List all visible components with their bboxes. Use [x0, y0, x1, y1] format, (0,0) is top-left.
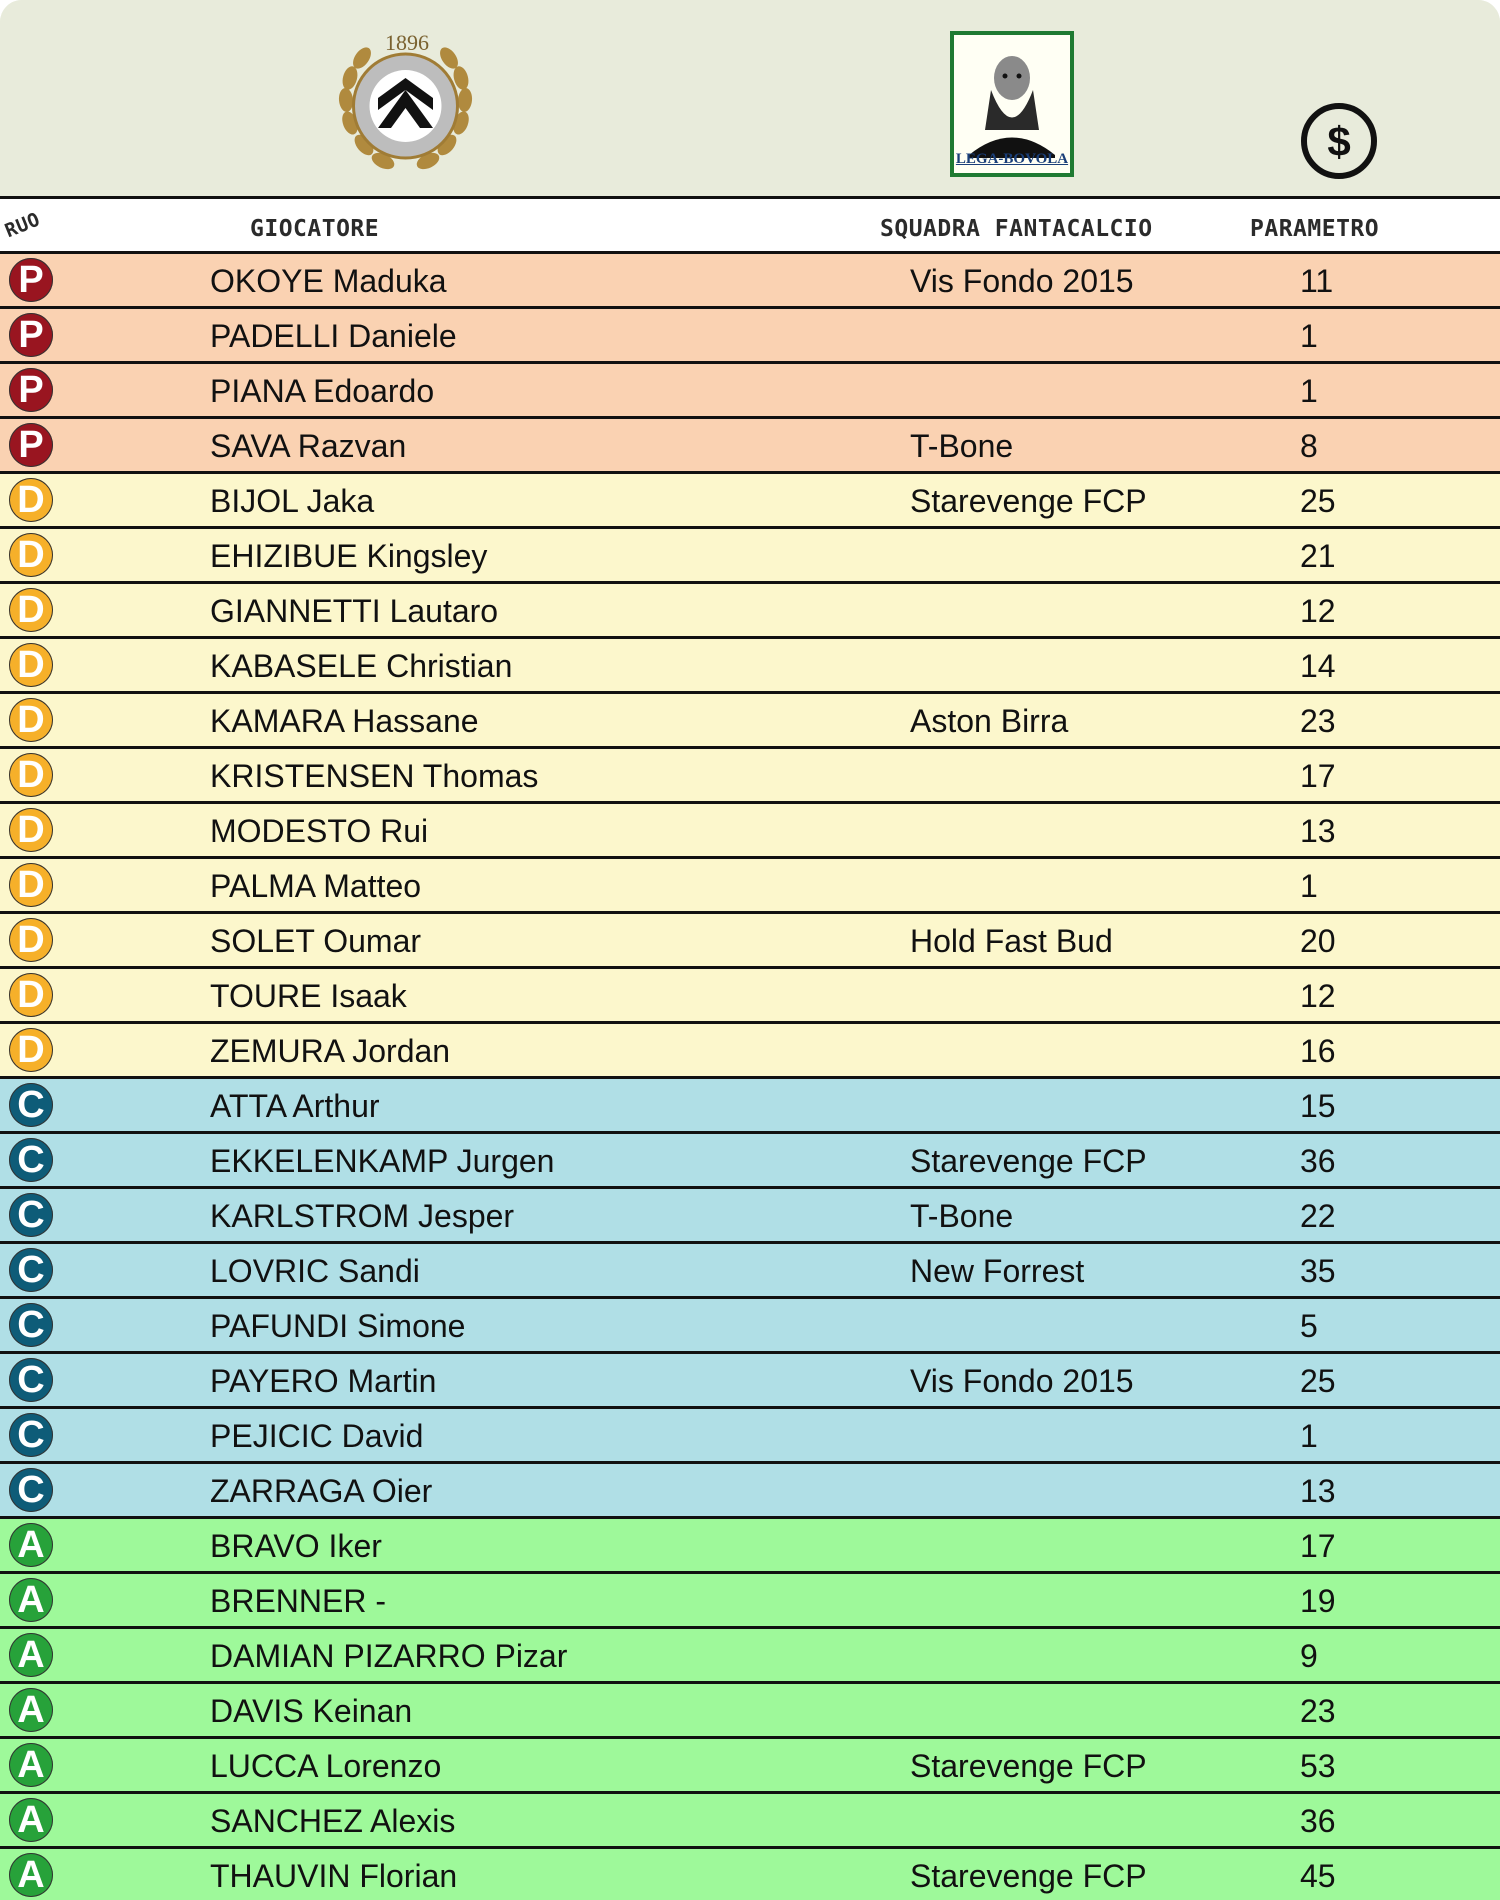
player-name: PEJICIC David	[210, 1418, 424, 1454]
parametro-value: 5	[1300, 1308, 1318, 1344]
parametro-value: 13	[1300, 1473, 1336, 1509]
player-name: MODESTO Rui	[210, 813, 429, 849]
role-badge: C	[9, 1468, 53, 1512]
table-row	[0, 529, 1500, 584]
role-badge: D	[9, 478, 53, 522]
player-name: KRISTENSEN Thomas	[210, 758, 539, 794]
player-name: PIANA Edoardo	[210, 373, 435, 409]
table-row	[0, 1409, 1500, 1464]
parametro-value: 1	[1300, 373, 1318, 409]
parametro-value: 22	[1300, 1198, 1336, 1234]
parametro-value: 12	[1300, 978, 1336, 1014]
role-badge: A	[9, 1798, 53, 1842]
dollar-circle-icon	[1299, 101, 1379, 181]
header	[0, 0, 1500, 199]
player-name: PADELLI Daniele	[210, 318, 457, 354]
fanta-team: Vis Fondo 2015	[910, 263, 1134, 299]
col-parametro: PARAMETRO	[1250, 216, 1380, 242]
parametro-value: 19	[1300, 1583, 1336, 1619]
player-name: DAMIAN PIZARRO Pizar	[210, 1638, 568, 1674]
role-badge: C	[9, 1413, 53, 1457]
col-giocatore: GIOCATORE	[250, 216, 380, 242]
fanta-team: Starevenge FCP	[910, 483, 1147, 519]
parametro-value: 25	[1300, 1363, 1336, 1399]
role-badge: D	[9, 863, 53, 907]
lega-logo-text: LEGA-BOVOLA	[955, 151, 1069, 167]
table-row	[0, 474, 1500, 529]
parametro-value: 1	[1300, 868, 1318, 904]
role-badge: C	[9, 1193, 53, 1237]
table-row	[0, 749, 1500, 804]
svg-text:$: $	[1327, 118, 1351, 165]
table-row	[0, 1629, 1500, 1684]
table-row	[0, 1464, 1500, 1519]
fanta-team: T-Bone	[910, 428, 1014, 464]
parametro-value: 23	[1300, 703, 1336, 739]
fanta-team: Hold Fast Bud	[910, 923, 1113, 959]
player-name: KABASELE Christian	[210, 648, 513, 684]
player-name: EKKELENKAMP Jurgen	[210, 1143, 555, 1179]
fanta-team: Vis Fondo 2015	[910, 1363, 1134, 1399]
table-row	[0, 859, 1500, 914]
role-badge: C	[9, 1138, 53, 1182]
role-badge: C	[9, 1303, 53, 1347]
player-name: DAVIS Keinan	[210, 1693, 413, 1729]
role-badge: A	[9, 1523, 53, 1567]
table-row	[0, 1079, 1500, 1134]
role-badge: P	[9, 368, 53, 412]
player-name: TOURE Isaak	[210, 978, 407, 1014]
column-header-row	[0, 199, 1500, 254]
player-name: OKOYE Maduka	[210, 263, 447, 299]
table-row	[0, 1739, 1500, 1794]
player-name: THAUVIN Florian	[210, 1858, 458, 1894]
role-badge: C	[9, 1083, 53, 1127]
role-badge: A	[9, 1853, 53, 1897]
col-ruolo: RUO	[1, 208, 44, 243]
parametro-value: 21	[1300, 538, 1336, 574]
role-badge: P	[9, 313, 53, 357]
table-row	[0, 1794, 1500, 1849]
role-badge: D	[9, 588, 53, 632]
parametro-value: 15	[1300, 1088, 1336, 1124]
role-badge: D	[9, 973, 53, 1017]
fanta-team: Starevenge FCP	[910, 1143, 1147, 1179]
parametro-value: 16	[1300, 1033, 1336, 1069]
table-row	[0, 1849, 1500, 1900]
parametro-value: 9	[1300, 1638, 1318, 1674]
fanta-team: Aston Birra	[910, 703, 1069, 739]
table-row	[0, 1244, 1500, 1299]
fanta-team: Starevenge FCP	[910, 1858, 1147, 1894]
role-badge: D	[9, 1028, 53, 1072]
parametro-value: 1	[1300, 1418, 1318, 1454]
player-name: KAMARA Hassane	[210, 703, 479, 739]
role-badge: A	[9, 1578, 53, 1622]
table-row	[0, 254, 1500, 309]
table-row	[0, 914, 1500, 969]
col-squadra: SQUADRA FANTACALCIO	[880, 216, 1153, 242]
role-badge: D	[9, 643, 53, 687]
role-badge: D	[9, 808, 53, 852]
table-row	[0, 364, 1500, 419]
table-row	[0, 309, 1500, 364]
role-badge: D	[9, 533, 53, 577]
table-row	[0, 584, 1500, 639]
table-row	[0, 1574, 1500, 1629]
role-badge: C	[9, 1358, 53, 1402]
role-badge: A	[9, 1743, 53, 1787]
player-name: ZEMURA Jordan	[210, 1033, 451, 1069]
role-badge: P	[9, 423, 53, 467]
parametro-value: 17	[1300, 1528, 1336, 1564]
player-name: ZARRAGA Oier	[210, 1473, 433, 1509]
player-name: LOVRIC Sandi	[210, 1253, 420, 1289]
role-badge: D	[9, 698, 53, 742]
role-badge: C	[9, 1248, 53, 1292]
fanta-team: New Forrest	[910, 1253, 1085, 1289]
parametro-value: 25	[1300, 483, 1336, 519]
player-name: PALMA Matteo	[210, 868, 422, 904]
table-row	[0, 969, 1500, 1024]
player-table	[0, 254, 1500, 1900]
table-row	[0, 1354, 1500, 1409]
fanta-team: T-Bone	[910, 1198, 1014, 1234]
fanta-team: Starevenge FCP	[910, 1748, 1147, 1784]
parametro-value: 12	[1300, 593, 1336, 629]
parametro-value: 17	[1300, 758, 1336, 794]
table-row	[0, 694, 1500, 749]
parametro-value: 36	[1300, 1143, 1336, 1179]
table-row	[0, 1299, 1500, 1354]
player-name: BRENNER -	[210, 1583, 387, 1619]
player-name: ATTA Arthur	[210, 1088, 380, 1124]
player-name: SOLET Oumar	[210, 923, 422, 959]
parametro-value: 14	[1300, 648, 1336, 684]
player-name: BIJOL Jaka	[210, 483, 375, 519]
parametro-value: 45	[1300, 1858, 1336, 1894]
parametro-value: 11	[1300, 263, 1334, 299]
parametro-value: 8	[1300, 428, 1318, 464]
table-row	[0, 1189, 1500, 1244]
role-badge: A	[9, 1633, 53, 1677]
parametro-value: 1	[1300, 318, 1318, 354]
parametro-value: 23	[1300, 1693, 1336, 1729]
player-name: EHIZIBUE Kingsley	[210, 538, 488, 574]
table-row	[0, 804, 1500, 859]
parametro-value: 36	[1300, 1803, 1336, 1839]
parametro-value: 53	[1300, 1748, 1336, 1784]
role-badge: A	[9, 1688, 53, 1732]
table-row	[0, 1519, 1500, 1574]
role-badge: P	[9, 258, 53, 302]
parametro-value: 13	[1300, 813, 1336, 849]
player-name: PAYERO Martin	[210, 1363, 437, 1399]
table-row	[0, 1684, 1500, 1739]
parametro-value: 20	[1300, 923, 1336, 959]
role-badge: D	[9, 918, 53, 962]
player-name: PAFUNDI Simone	[210, 1308, 466, 1344]
role-badge: D	[9, 753, 53, 797]
player-name: LUCCA Lorenzo	[210, 1748, 442, 1784]
player-name: KARLSTROM Jesper	[210, 1198, 515, 1234]
player-name: BRAVO Iker	[210, 1528, 382, 1564]
player-name: SANCHEZ Alexis	[210, 1803, 456, 1839]
lega-logo	[949, 30, 1075, 178]
table-row	[0, 1024, 1500, 1079]
player-name: GIANNETTI Lautaro	[210, 593, 499, 629]
table-row	[0, 639, 1500, 694]
udinese-year: 1896	[385, 30, 429, 55]
table-row	[0, 419, 1500, 474]
player-name: SAVA Razvan	[210, 428, 407, 464]
table-row	[0, 1134, 1500, 1189]
parametro-value: 35	[1300, 1253, 1336, 1289]
